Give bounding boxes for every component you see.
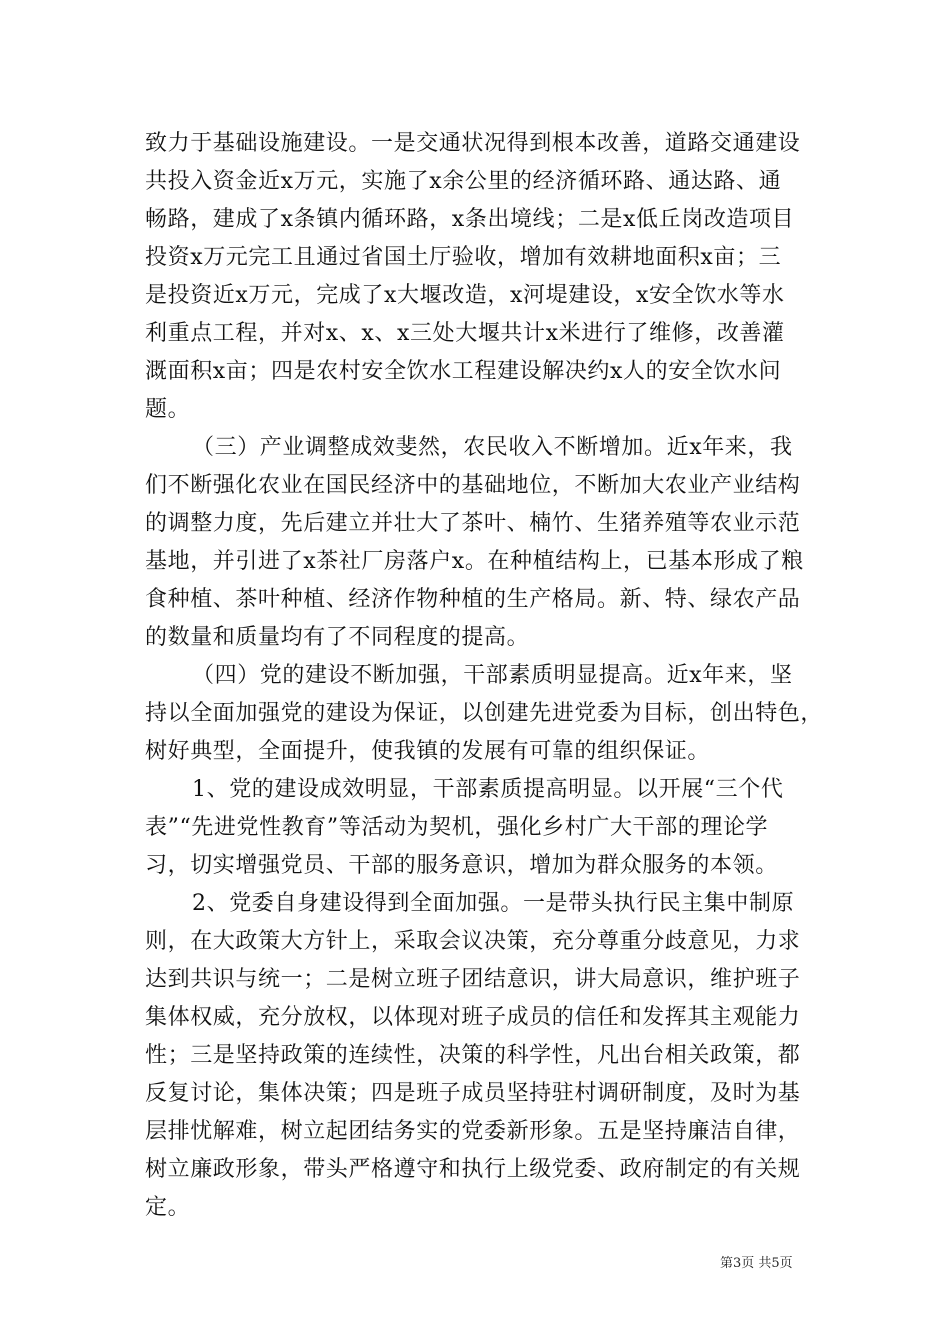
- body-text-line: 是投资近x万元，完成了x大堰改造，x河堤建设，x安全饮水等水: [145, 283, 785, 308]
- numbered-item-line: 2、党委自身建设得到全面加强。一是带头执行民主集中制原: [192, 891, 795, 916]
- body-text-line: 溉面积x亩；四是农村安全饮水工程建设解决约x人的安全饮水问: [145, 359, 782, 384]
- body-text-line: 层排忧解难，树立起团结务实的党委新形象。五是坚持廉洁自律，: [145, 1119, 801, 1144]
- body-text-line: 表”“先进党性教育”等活动为契机，强化乡村广大干部的理论学: [145, 815, 769, 840]
- body-text-line: 投资x万元完工且通过省国土厅验收，增加有效耕地面积x亩；三: [145, 245, 782, 270]
- body-text-line: 达到共识与统一；二是树立班子团结意识，讲大局意识，维护班子: [145, 967, 801, 992]
- body-text-line: 性；三是坚持政策的连续性，决策的科学性，凡出台相关政策，都: [145, 1043, 801, 1068]
- body-text-line: 树好典型，全面提升，使我镇的发展有可靠的组织保证。: [145, 739, 711, 764]
- body-text-line: 的调整力度，先后建立并壮大了茶叶、楠竹、生猪养殖等农业示范: [145, 511, 801, 536]
- numbered-item-line: 1、党的建设成效明显，干部素质提高明显。以开展“三个代: [192, 777, 784, 802]
- body-text-line: 食种植、茶叶种植、经济作物种植的生产格局。新、特、绿农产品: [145, 587, 801, 612]
- page-number: 第3页 共5页: [720, 1256, 793, 1271]
- body-text-line: 共投入资金近x万元，实施了x余公里的经济循环路、通达路、通: [145, 169, 782, 194]
- body-text-line: 则，在大政策大方针上，采取会议决策，充分尊重分歧意见，力求: [145, 929, 801, 954]
- section-heading-line: （三）产业调整成效斐然，农民收入不断增加。近x年来，我: [192, 435, 793, 460]
- body-text-line: 定。: [145, 1195, 191, 1220]
- body-text-line: 习，切实增强党员、干部的服务意识，增加为群众服务的本领。: [145, 853, 778, 878]
- body-text-line: 反复讨论，集体决策；四是班子成员坚持驻村调研制度，及时为基: [145, 1081, 801, 1106]
- body-text-line: 基地，并引进了x茶社厂房落户x。在种植结构上，已基本形成了粮: [145, 549, 804, 574]
- body-text-line: 树立廉政形象，带头严格遵守和执行上级党委、政府制定的有关规: [145, 1157, 801, 1182]
- body-text-line: 题。: [145, 397, 191, 422]
- body-text-line: 的数量和质量均有了不同程度的提高。: [145, 625, 530, 650]
- body-text-line: 畅路，建成了x条镇内循环路，x条出境线；二是x低丘岗改造项目: [145, 207, 795, 232]
- body-text-line: 们不断强化农业在国民经济中的基础地位，不断加大农业产业结构: [145, 473, 801, 498]
- section-heading-line: （四）党的建设不断加强，干部素质明显提高。近x年来，坚: [192, 663, 793, 688]
- body-text-line: 致力于基础设施建设。一是交通状况得到根本改善，道路交通建设: [145, 131, 801, 156]
- body-text-line: 利重点工程，并对x、x、x三处大堰共计x米进行了维修，改善灌: [145, 321, 785, 346]
- body-text-line: 持以全面加强党的建设为保证，以创建先进党委为目标，创出特色，: [145, 701, 824, 726]
- body-text-line: 集体权威，充分放权，以体现对班子成员的信任和发挥其主观能力: [145, 1005, 801, 1030]
